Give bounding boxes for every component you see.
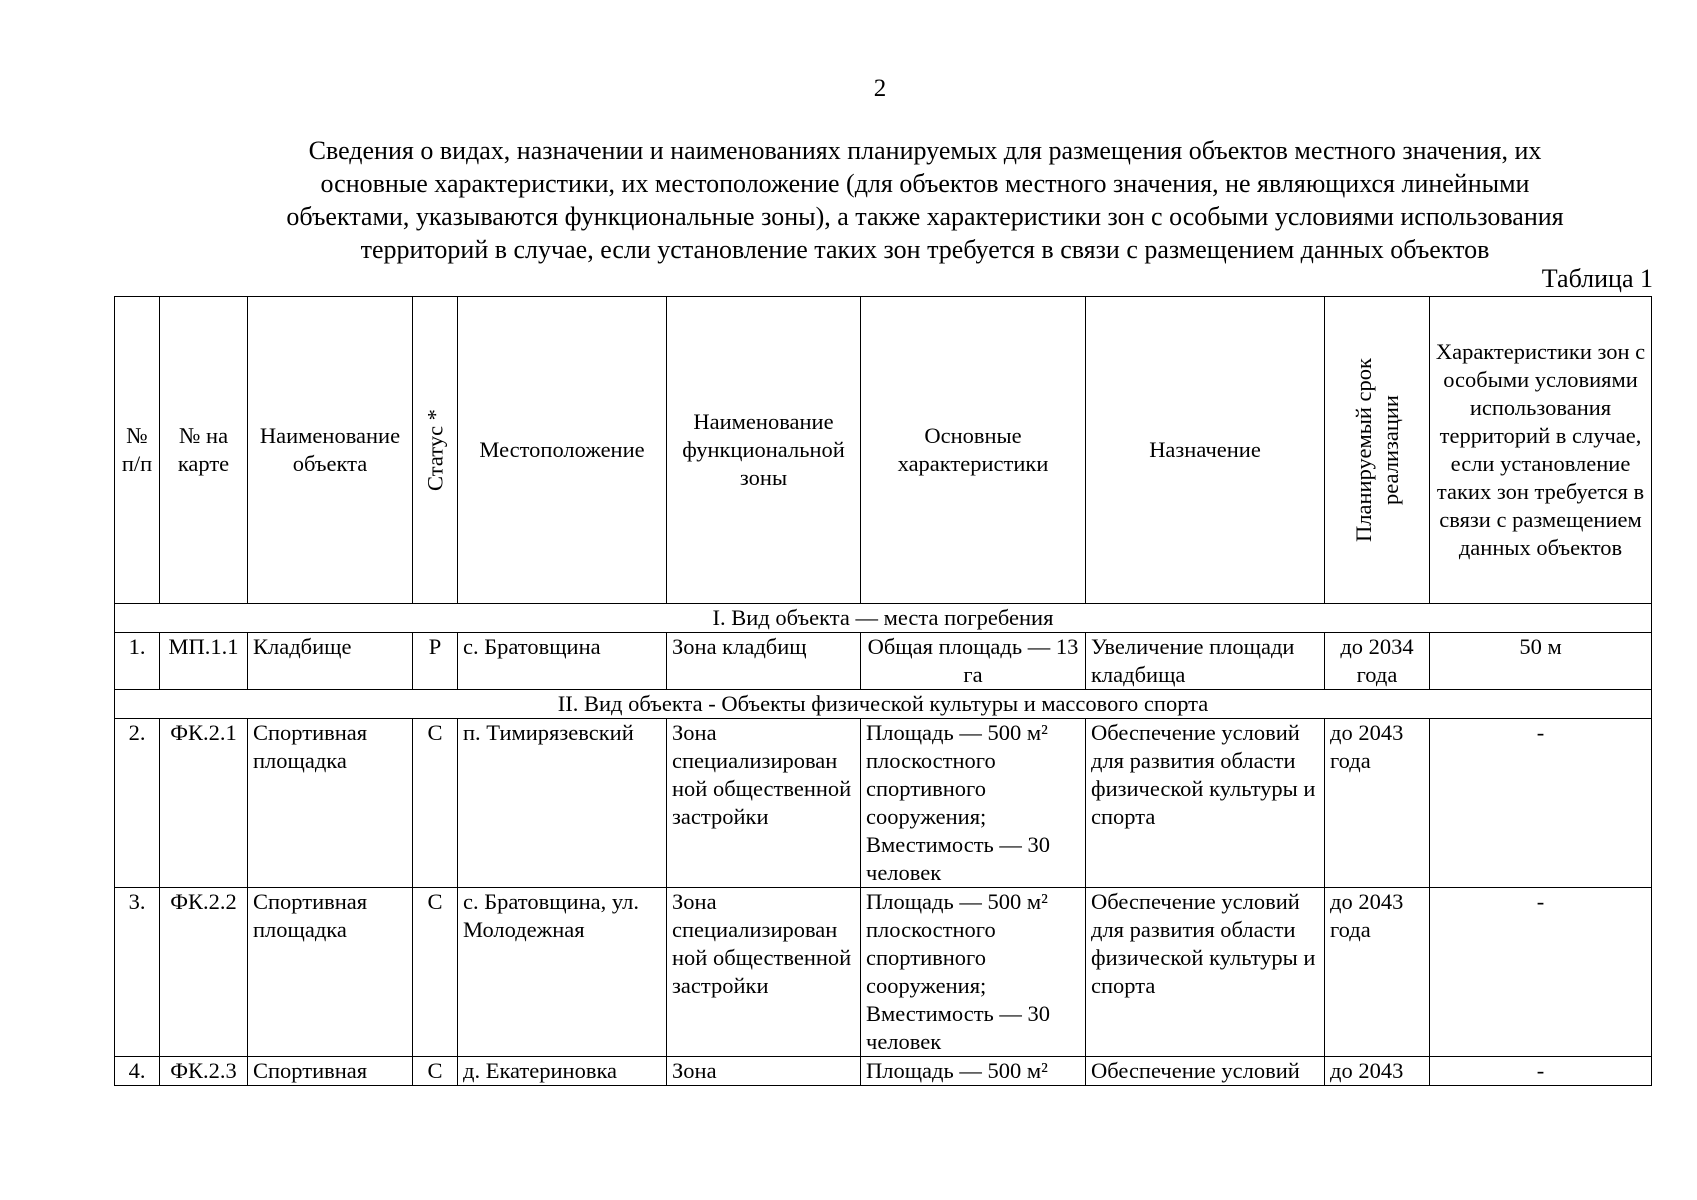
cell-special-zones: - (1430, 719, 1652, 888)
cell-zone: Зона (667, 1057, 861, 1086)
header-characteristics: Основные характеристики (861, 297, 1086, 604)
cell-status: С (413, 1057, 458, 1086)
cell-characteristics: Площадь — 500 м² плоскостного спортивного сооружения; Вместимость — 30 человек (861, 888, 1086, 1057)
header-status (413, 297, 458, 604)
cell-zone: Зона специализирован ной общественной застройки (667, 719, 861, 888)
header-num: № п/п (115, 297, 160, 604)
cell-term: до 2034 года (1325, 633, 1430, 690)
cell-zone: Зона специализирован ной общественной застройки (667, 888, 861, 1057)
header-name: Наименование объекта (248, 297, 413, 604)
section-row (115, 604, 1652, 633)
cell-special-zones: - (1430, 1057, 1652, 1086)
header-zone: Наименование функциональной зоны (667, 297, 861, 604)
cell-location: с. Братовщина, ул. Молодежная (458, 888, 667, 1057)
document-heading (215, 134, 1635, 266)
cell-num: 3. (115, 888, 160, 1057)
cell-map-num: МП.1.1 (160, 633, 248, 690)
table-row (115, 1057, 1652, 1086)
cell-name: Спортивная площадка (248, 719, 413, 888)
cell-characteristics: Общая площадь — 13 га (861, 633, 1086, 690)
page-number: 2 (873, 75, 887, 102)
cell-location: с. Братовщина (458, 633, 667, 690)
cell-characteristics: Площадь — 500 м² плоскостного спортивного сооружения; Вместимость — 30 человек (861, 719, 1086, 888)
cell-name: Кладбище (248, 633, 413, 690)
header-map-num: № на карте (160, 297, 248, 604)
table-row (115, 888, 1652, 1057)
heading-line: основные характеристики, их местоположение (для объектов местного значения, не являющихся линейными (320, 169, 1530, 198)
header-status-label: Статус * (422, 409, 448, 491)
heading-line: объектами, указываются функциональные зоны), а также характеристики зон с особыми условиями использования (286, 202, 1564, 231)
cell-num: 2. (115, 719, 160, 888)
cell-zone: Зона кладбищ (667, 633, 861, 690)
cell-term: до 2043 года (1325, 888, 1430, 1057)
section-row (115, 690, 1652, 719)
cell-map-num: ФК.2.2 (160, 888, 248, 1057)
header-special-zones: Характеристики зон с особыми условиями использования территорий в случае, если установление таких зон требуется в связи с размещением данных объектов (1430, 297, 1652, 604)
cell-purpose: Увеличение площади кладбища (1086, 633, 1325, 690)
cell-location: п. Тимирязевский (458, 719, 667, 888)
section-title: II. Вид объекта - Объекты физической культуры и массового спорта (115, 690, 1652, 719)
cell-num: 1. (115, 633, 160, 690)
table-row (115, 719, 1652, 888)
table-row (115, 633, 1652, 690)
cell-status: С (413, 719, 458, 888)
cell-purpose: Обеспечение условий для развития области физической культуры и спорта (1086, 719, 1325, 888)
cell-status: С (413, 888, 458, 1057)
cell-name: Спортивная площадка (248, 888, 413, 1057)
header-term (1325, 297, 1430, 604)
header-purpose: Назначение (1086, 297, 1325, 604)
cell-location: д. Екатериновка (458, 1057, 667, 1086)
table-caption: Таблица 1 (1541, 264, 1653, 293)
cell-num: 4. (115, 1057, 160, 1086)
cell-term: до 2043 (1325, 1057, 1430, 1086)
objects-table (114, 296, 1652, 1086)
cell-status: Р (413, 633, 458, 690)
heading-line: территорий в случае, если установление таких зон требуется в связи с размещением данных объектов (360, 235, 1490, 264)
heading-line: Сведения о видах, назначении и наименованиях планируемых для размещения объектов местного значения, их (308, 136, 1542, 165)
header-row (115, 297, 1652, 604)
cell-purpose: Обеспечение условий (1086, 1057, 1325, 1086)
cell-name: Спортивная (248, 1057, 413, 1086)
cell-characteristics: Площадь — 500 м² (861, 1057, 1086, 1086)
cell-special-zones: - (1430, 888, 1652, 1057)
cell-map-num: ФК.2.3 (160, 1057, 248, 1086)
section-title: I. Вид объекта — места погребения (115, 604, 1652, 633)
cell-special-zones: 50 м (1430, 633, 1652, 690)
cell-map-num: ФК.2.1 (160, 719, 248, 888)
cell-term: до 2043 года (1325, 719, 1430, 888)
cell-purpose: Обеспечение условий для развития области физической культуры и спорта (1086, 888, 1325, 1057)
header-location: Местоположение (458, 297, 667, 604)
header-term-label: Планируемый срок реализации (1351, 358, 1403, 542)
